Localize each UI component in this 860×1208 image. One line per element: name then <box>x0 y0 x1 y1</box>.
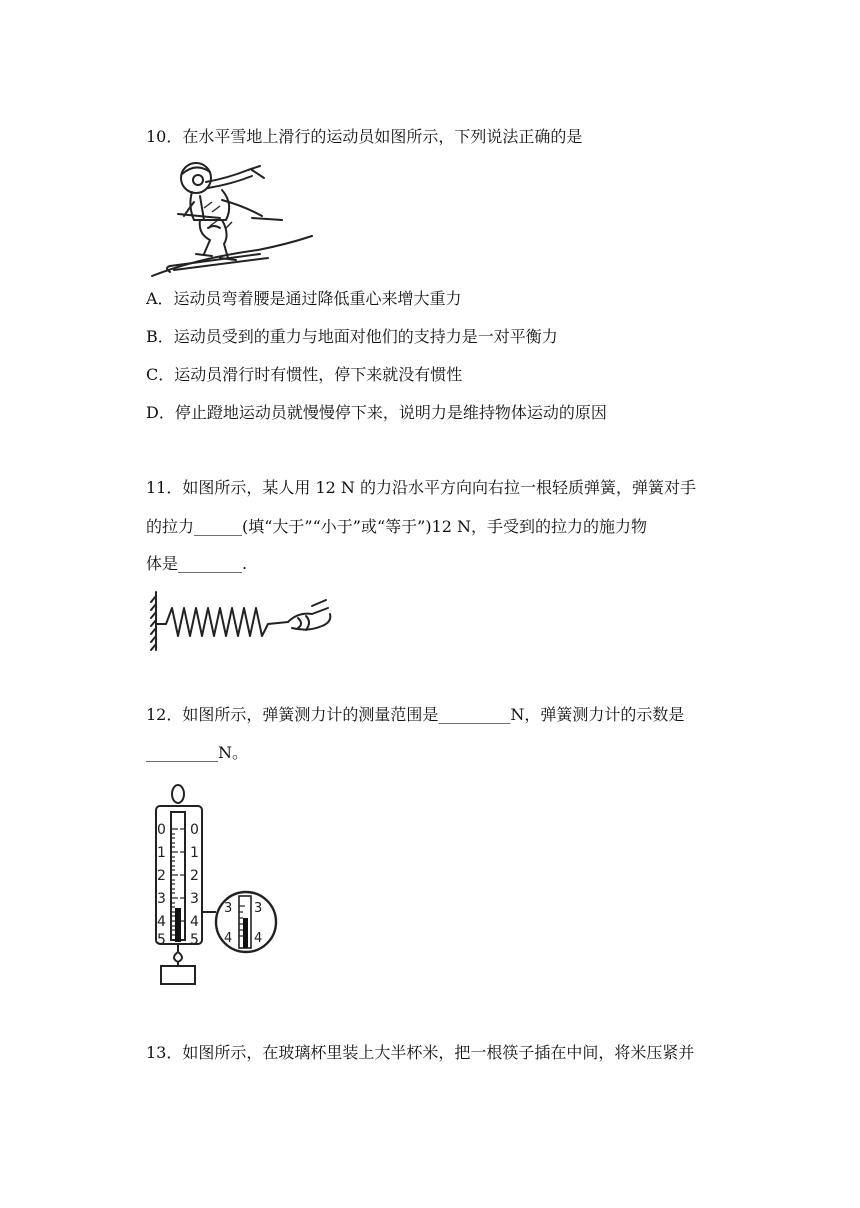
scale-label-0-right: 0 <box>190 822 199 838</box>
scale-label-3-right: 3 <box>190 891 199 907</box>
q11-line-1: 11．如图所示，某人用 12 N 的力沿水平方向向右拉一根轻质弹簧，弹簧对手 <box>146 478 696 497</box>
spring-scale-figure <box>146 782 278 988</box>
q12-line-1: 12．如图所示，弹簧测力计的测量范围是_________N，弹簧测力计的示数是 <box>146 705 685 724</box>
scale-label-1: 1 <box>157 845 166 861</box>
q11-line-2: 的拉力______(填“大于”“小于”或“等于”)12 N，手受到的拉力的施力物 <box>146 517 648 536</box>
zoom-label-3: 3 <box>224 901 233 916</box>
q10-option-d: D．停止蹬地运动员就慢慢停下来，说明力是维持物体运动的原因 <box>146 403 607 422</box>
q10-stem: 10．在水平雪地上滑行的运动员如图所示，下列说法正确的是 <box>146 127 583 146</box>
q11-line-3: 体是________. <box>146 554 248 573</box>
q10-option-a: A．运动员弯着腰是通过降低重心来增大重力 <box>146 289 462 308</box>
scale-label-2: 2 <box>157 868 166 884</box>
scale-label-5: 5 <box>157 932 166 948</box>
q12-line-2: _________N。 <box>146 743 249 762</box>
q10-option-b: B．运动员受到的重力与地面对他们的支持力是一对平衡力 <box>146 327 558 346</box>
scale-label-1-right: 1 <box>190 845 199 861</box>
spring-hand-figure <box>148 588 338 652</box>
scale-label-3: 3 <box>157 891 166 907</box>
scale-label-5-right: 5 <box>190 932 199 948</box>
zoom-label-3-right: 3 <box>254 901 263 916</box>
skier-figure <box>148 158 316 280</box>
zoom-label-4-right: 4 <box>254 931 263 946</box>
scale-label-4: 4 <box>157 914 166 930</box>
q13-line-1: 13．如图所示，在玻璃杯里装上大半杯米，把一根筷子插在中间，将米压紧并 <box>146 1043 695 1062</box>
scale-label-0: 0 <box>157 822 166 838</box>
scale-label-2-right: 2 <box>190 868 199 884</box>
zoom-label-4: 4 <box>224 931 233 946</box>
q10-option-c: C．运动员滑行时有惯性，停下来就没有惯性 <box>146 365 463 384</box>
scale-label-4-right: 4 <box>190 914 199 930</box>
